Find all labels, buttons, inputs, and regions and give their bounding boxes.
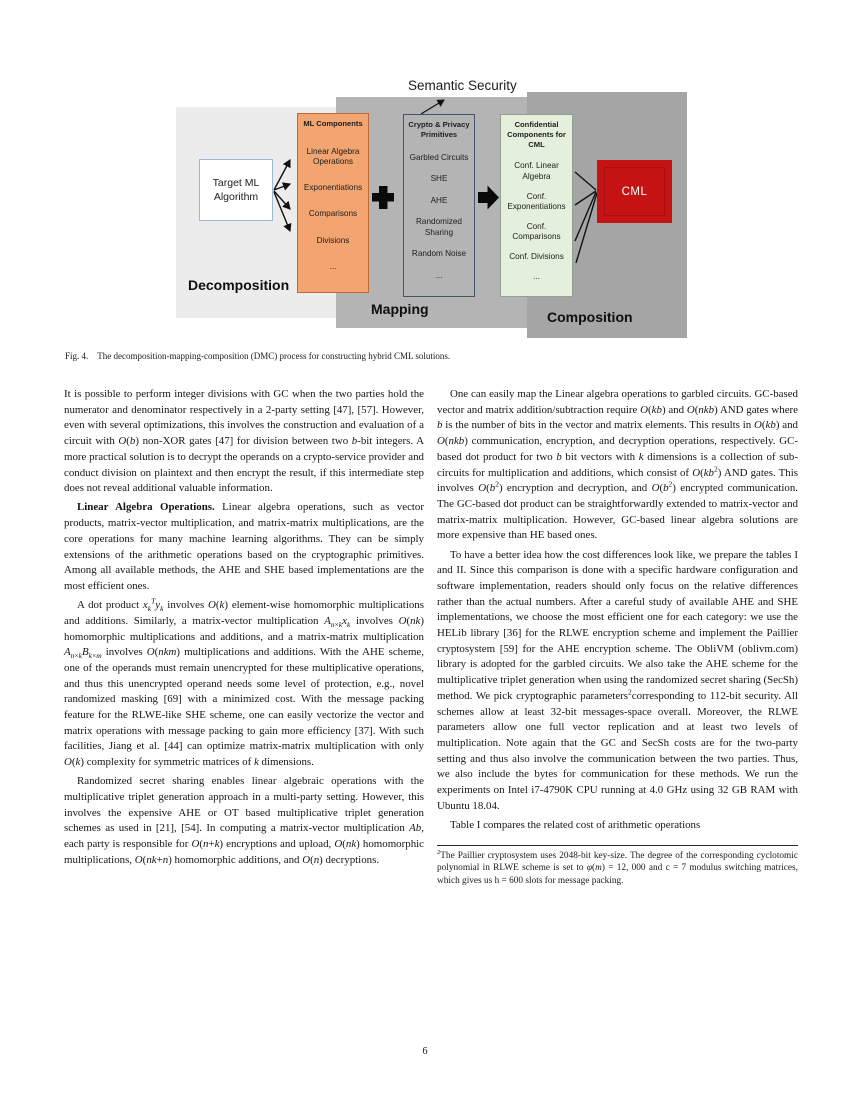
ml-component-item: Divisions — [316, 235, 350, 245]
ml-component-item: Exponentiations — [303, 183, 363, 193]
confidential-component-item: Conf. Divisions — [509, 252, 564, 262]
semantic-security-label: Semantic Security — [408, 78, 517, 93]
ml-components-title: ML Components — [303, 119, 363, 128]
body-paragraph: Randomized secret sharing enables linear algebraic operations with the multiplicative triplet generation approach in a multi-party setting. However, this involves the expensive AHE or OT based multiplicative triplet generation schemes as used in [21], [54]. In computing a matrix-vector multiplication Ab, each party is responsible for O(n+k) encryptions and upload, O(nk) homomorphic multiplications, O(nk+n) homomorphic additions, and O(n) decryptions. — [64, 775, 425, 866]
footnote-text: $^2$The Paillier cryptosystem uses 2048-bit key-size. The degree of the corresponding cyclotomic polynomial in RLWE scheme is set to φ(m) = 12, 000 and c = 7 modulus switching matrices, which gives us h = 600 slots for message packing. — [437, 848, 798, 886]
footnote-rule — [437, 845, 798, 846]
confidential-components-items — [501, 152, 572, 296]
body-paragraph: One can easily map the Linear algebra operations to garbled circuits. GC-based vector and matrix addition/subtraction require O(kb) and O(nkb) AND gates where b is the number of bits in the vector and matrix elements. This results in O(kb) and O(nkb) communication, encryption, and decryption operations, respectively. GC-based dot product for two b bit vectors with k dimensions is a collection of sub-circuits for multiplication and additions, which consist of $O(kb^2)$ AND gates. This involves $O(b^2)$ encryption and decryption, and $O(b^2)$ encrypted communication. The GC-based dot product can be straightforwardly extended to matrix-vector and matrix-matrix multiplication. However, GC-based linear algebra solutions are more expensive than HE based ones. — [437, 388, 798, 542]
figure-4-diagram — [0, 0, 850, 360]
figure-caption-text: The decomposition-mapping-composition (DMC) process for constructing hybrid CML solutions. — [97, 351, 451, 361]
decomposition-stage-label: Decomposition — [188, 277, 290, 293]
figure-caption — [65, 351, 795, 361]
composition-stage-label: Composition — [547, 309, 633, 325]
ml-component-item: Linear Algebra Operations — [306, 146, 360, 167]
page-number: 6 — [422, 1046, 428, 1057]
crypto-primitive-item: Randomized Sharing — [416, 217, 462, 237]
right-column-paragraphs — [437, 387, 798, 834]
body-paragraph: A dot product $x_k^Ty_k$ involves O(k) element-wise homomorphic multiplications and additions. Similarly, a matrix-vector multiplication $A_{n\times k}x_k$ involves O(nk) homomorphic multiplications and additions, and a matrix-matrix multiplication $A_{n\times k}B_{k\times m}$ involves O(nkm) multiplications and additions. With the AHE scheme, one of the operands must remain unencrypted for these multiplicative operations, and thus this unencrypted operand needs some level of protection, e.g., novel randomized masking [69] with a minimized cost. With the message packing feature for the RLWE-like SHE scheme, one can easily vectorize the vector and matrix operations with message packing to gain more efficiency [37]. With such facilities, Jiang et al. [44] can optimize matrix-matrix multiplication with only O(k) complexity for symmetric matrices of k dimensions. — [64, 596, 424, 769]
footnote-block — [437, 845, 798, 888]
target-ml-algorithm-label: Target ML Algorithm — [212, 176, 260, 203]
body-paragraph: It is possible to perform integer divisions with GC when the two parties hold the numerator and denominator respectively in a 2-party setting [47], [57]. However, even with several optimizations, this involves the construction and evaluation of a circuit with O(b) non-XOR gates [47] for division between two b-bit integers. A more practical solution is to decrypt the operands on a crypto-service provider and conduct division on plaintext and then encrypt the result, if this intermediate step does not reveal additional valuable information. — [64, 388, 425, 495]
crypto-primitive-item: Random Noise — [411, 249, 467, 259]
confidential-components-box — [500, 114, 573, 297]
body-paragraph: Linear Algebra Operations. Linear algebra operations, such as vector products, matrix-vector multiplication, and matrix-matrix multiplications, are the core operations for many machine learning algorithms. They can be simply extensions of the arithmetic operations based on the cryptographic primitives. Among all available methods, the AHE and SHE based implementations are the most efficient ones. — [64, 501, 424, 592]
crypto-privacy-primitives-title: Crypto & Privacy Primitives — [408, 120, 470, 139]
crypto-primitive-item: SHE — [430, 174, 448, 184]
crypto-privacy-primitives-items — [404, 142, 474, 296]
figure-caption-label: Fig. 4. — [65, 351, 89, 361]
confidential-component-item: Conf. Linear Algebra — [514, 161, 559, 181]
crypto-primitive-item: ... — [435, 270, 443, 280]
confidential-components-title: Confidential Components for CML — [507, 120, 566, 149]
right-column — [437, 387, 798, 887]
mapping-stage-label: Mapping — [371, 301, 429, 317]
left-column — [64, 387, 424, 872]
ml-component-item: ... — [329, 261, 337, 271]
body-paragraph: To have a better idea how the cost differences look like, we prepare the tables I and II. Since this comparison is done with a specific hardware configuration and software implementation, readers should only focus on the relative differences rather than the actual numbers. After a careful study of available AHE and SHE implementations, we choose the most efficient one for each category: we use the HELib library [36] for the RLWE encryption scheme and implement the Paillier cryptosystem [59] for the AHE encryption scheme. The ObliVM (oblivm.com) library is adopted for the garbled circuits. We also take the AHE scheme for the multiplicative triplet generation when using the randomized secret sharing (SecSh) method. We pick cryptographic parameters$^2$corresponding to 112-bit security. All schemes allow at least 32-bit messages-space overall. Moreover, the RLWE parameters allow one full vector replication and at least two levels of multiplication. Note again that the GC and SecSh costs are for the two-party setting and thus also involve the communication between the two parties. Thus, we also include the bytes for communication for these methods. We run the experiments on Intel i7-4790K CPU running at 4.0 GHz using 32 GB RAM with Ubuntu 18.04. — [437, 548, 798, 812]
cml-inner-frame — [604, 167, 665, 216]
crypto-privacy-primitives-box — [403, 114, 475, 297]
crypto-primitive-item: Garbled Circuits — [409, 152, 469, 162]
confidential-component-item: Conf. Comparisons — [512, 221, 561, 242]
body-paragraph: Table I compares the related cost of arithmetic operations — [450, 818, 701, 831]
cml-label: CML — [621, 185, 648, 198]
ml-component-item: Comparisons — [308, 209, 358, 219]
crypto-primitive-item: AHE — [430, 195, 448, 205]
cml-box — [597, 160, 672, 223]
confidential-component-item: Conf. Exponentiations — [507, 191, 566, 211]
ml-components-box — [297, 113, 369, 293]
target-ml-algorithm-box — [199, 159, 273, 221]
ml-components-items — [298, 131, 368, 292]
confidential-component-item: ... — [533, 272, 540, 281]
